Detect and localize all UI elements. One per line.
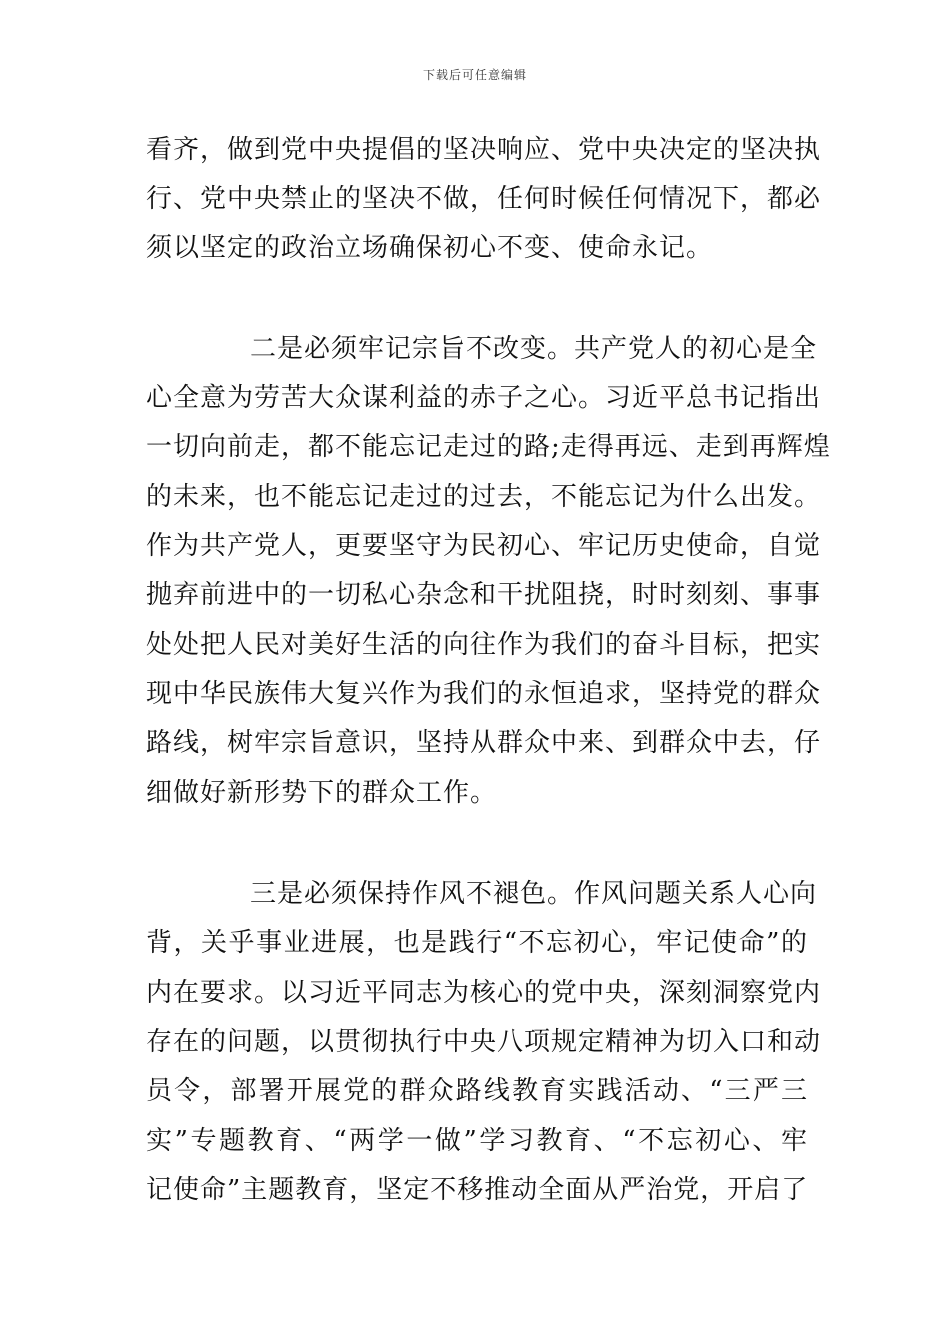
paragraph-line: 看齐，做到党中央提倡的坚决响应、党中央决定的坚决执: [146, 135, 822, 165]
paragraph-line: 实”专题教育、“两学一做”学习教育、“不忘初心、牢: [146, 1126, 808, 1156]
paragraph-line: 细做好新形势下的群众工作。: [146, 778, 498, 808]
paragraph-line: 背，关乎事业进展，也是践行“不忘初心，牢记使命”的: [146, 928, 808, 958]
paragraph-line: 作为共产党人，更要坚守为民初心、牢记历史使命，自觉: [146, 531, 822, 561]
paragraph-line: 须以坚定的政治立场确保初心不变、使命永记。: [146, 233, 714, 263]
paragraph-line: 员令，部署开展党的群众路线教育实践活动、“三严三: [146, 1076, 808, 1106]
page-header: 下载后可任意编辑: [422, 68, 527, 82]
paragraph-line: 现中华民族伟大复兴作为我们的永恒追求，坚持党的群众: [146, 679, 822, 709]
paragraph-line: 路线，树牢宗旨意识，坚持从群众中来、到群众中去，仔: [146, 728, 822, 758]
paragraph-line: 内在要求。以习近平同志为核心的党中央，深刻洞察党内: [146, 978, 822, 1008]
paragraph-line: 的未来，也不能忘记走过的过去，不能忘记为什么出发。: [146, 482, 822, 512]
paragraph-line: 抛弃前进中的一切私心杂念和干扰阻挠，时时刻刻、事事: [146, 580, 822, 610]
paragraph-line: 心全意为劳苦大众谋利益的赤子之心。习近平总书记指出: [146, 383, 822, 413]
paragraph-line: 三是必须保持作风不褪色。作风问题关系人心向: [250, 879, 818, 909]
paragraph-line: 行、党中央禁止的坚决不做，任何时候任何情况下，都必: [146, 184, 822, 214]
paragraph-line: 存在的问题，以贯彻执行中央八项规定精神为切入口和动: [146, 1027, 822, 1057]
paragraph-line: 处处把人民对美好生活的向往作为我们的奋斗目标，把实: [146, 630, 822, 660]
paragraph-line: 一切向前走，都不能忘记走过的路;走得再远、走到再辉煌: [146, 432, 831, 462]
paragraph-line: 记使命”主题教育，坚定不移推动全面从严治党，开启了: [146, 1175, 809, 1205]
paragraph-line: 二是必须牢记宗旨不改变。共产党人的初心是全: [250, 334, 818, 364]
